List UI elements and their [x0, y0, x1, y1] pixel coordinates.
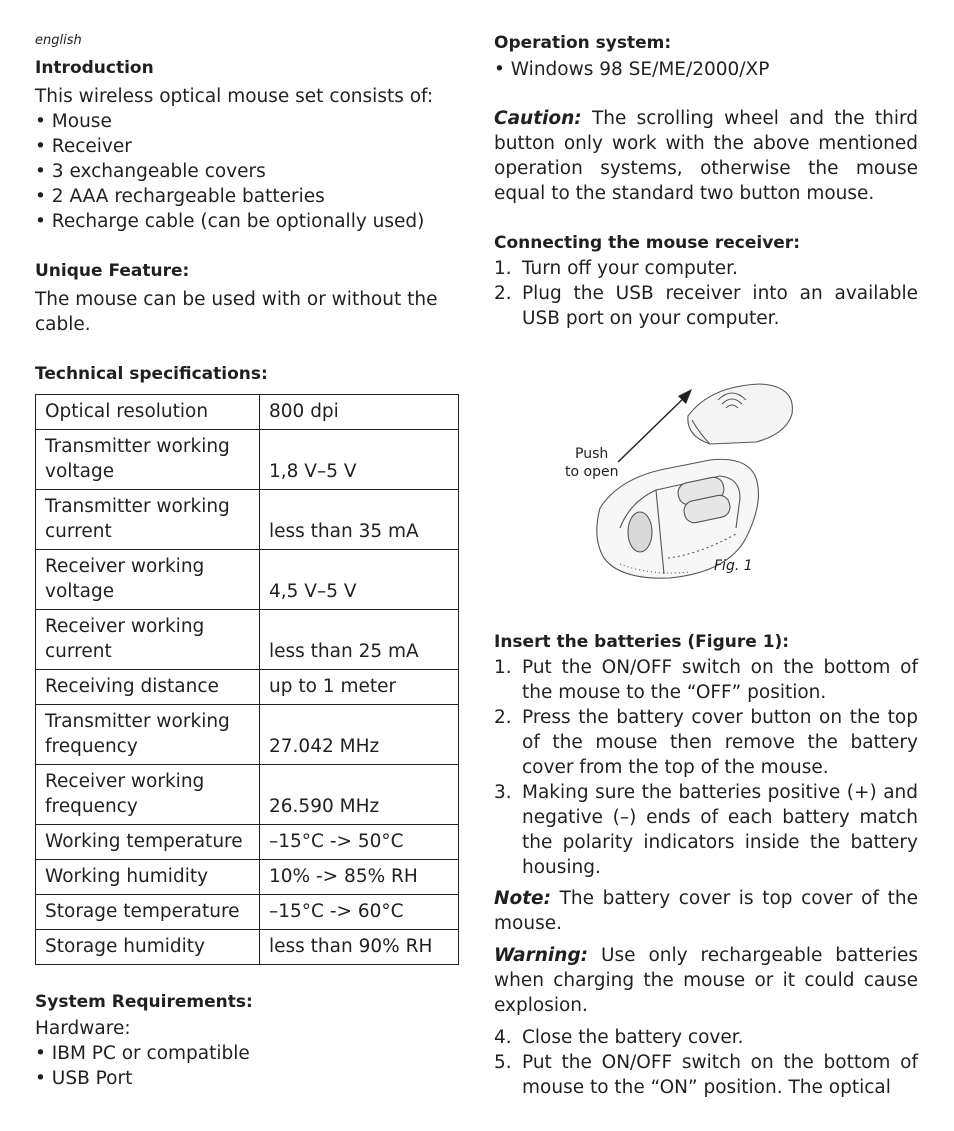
list-item	[494, 1050, 918, 1100]
list-item	[494, 1025, 918, 1050]
insert-batteries-heading: Insert the batteries (Figure 1):	[494, 632, 790, 652]
spec-value: less than 35 mA	[260, 490, 459, 550]
spec-label: Receiver working current	[36, 610, 260, 670]
warning-text: Use only rechargeable batteries when charging the mouse or it could cause explosion.	[494, 945, 918, 1016]
table-row	[36, 930, 459, 965]
mouse-illustration	[560, 378, 820, 588]
step-number: 2.	[494, 283, 512, 304]
list-item: • IBM PC or compatible	[35, 1041, 250, 1066]
introduction-list	[35, 109, 424, 234]
list-item: • 2 AAA rechargeable batteries	[35, 184, 424, 209]
spec-label: Working temperature	[36, 825, 260, 860]
note-label: Note:	[494, 888, 551, 909]
language-label: english	[35, 33, 82, 48]
table-row	[36, 610, 459, 670]
spec-label: Receiving distance	[36, 670, 260, 705]
introduction-heading: Introduction	[35, 58, 154, 78]
figure-caption: Fig. 1	[714, 558, 753, 574]
hardware-label: Hardware:	[35, 1018, 131, 1039]
operation-system-heading: Operation system:	[494, 33, 672, 53]
insert-batteries-steps-continued	[494, 1025, 918, 1100]
spec-value: –15°C -> 50°C	[260, 825, 459, 860]
spec-label: Receiver working voltage	[36, 550, 260, 610]
table-row	[36, 860, 459, 895]
spec-value: less than 90% RH	[260, 930, 459, 965]
caution-paragraph	[494, 106, 918, 206]
step-text: Put the ON/OFF switch on the bottom of mouse to the “ON” position. The optical	[522, 1052, 918, 1098]
spec-label: Transmitter working current	[36, 490, 260, 550]
spec-label: Storage temperature	[36, 895, 260, 930]
caution-label: Caution:	[494, 108, 582, 129]
table-row	[36, 765, 459, 825]
caution-text: The scrolling wheel and the third button only work with the above mentioned operation systems, otherwise the mouse equal to the standard two button mouse.	[494, 108, 918, 204]
step-text: Put the ON/OFF switch on the bottom of the mouse to the “OFF” position.	[522, 657, 918, 703]
spec-value: 4,5 V–5 V	[260, 550, 459, 610]
spec-label: Receiver working frequency	[36, 765, 260, 825]
warning-paragraph	[494, 943, 918, 1018]
list-item: • Mouse	[35, 109, 424, 134]
list-item	[494, 256, 918, 281]
spec-label: Optical resolution	[36, 395, 260, 430]
table-row	[36, 705, 459, 765]
step-number: 3.	[494, 782, 512, 803]
spec-value: 800 dpi	[260, 395, 459, 430]
operation-system-list	[494, 57, 769, 82]
list-item	[494, 281, 918, 331]
step-text: Press the battery cover button on the top of the mouse then remove the battery cover from the top of the mouse.	[522, 707, 918, 778]
list-item: • Receiver	[35, 134, 424, 159]
connecting-heading: Connecting the mouse receiver:	[494, 233, 800, 253]
push-label: Push	[575, 446, 609, 462]
spec-value: up to 1 meter	[260, 670, 459, 705]
list-item: • 3 exchangeable covers	[35, 159, 424, 184]
step-text: Close the battery cover.	[522, 1027, 744, 1048]
list-item: • Windows 98 SE/ME/2000/XP	[494, 57, 769, 82]
list-item	[494, 655, 918, 705]
table-row	[36, 430, 459, 490]
system-requirements-heading: System Requirements:	[35, 992, 253, 1012]
table-row	[36, 670, 459, 705]
warning-label: Warning:	[494, 945, 589, 966]
table-row	[36, 550, 459, 610]
table-row	[36, 895, 459, 930]
note-text: The battery cover is top cover of the mouse.	[494, 888, 918, 934]
spec-label: Storage humidity	[36, 930, 260, 965]
hardware-list	[35, 1041, 250, 1091]
spec-value: 10% -> 85% RH	[260, 860, 459, 895]
open-mouse-icon	[560, 378, 820, 588]
tech-specs-heading: Technical specifications:	[35, 364, 268, 384]
table-row	[36, 490, 459, 550]
step-text: Plug the USB receiver into an available USB port on your computer.	[522, 283, 918, 329]
table-row	[36, 395, 459, 430]
to-open-label: to open	[565, 464, 619, 480]
spec-value: 1,8 V–5 V	[260, 430, 459, 490]
step-number: 1.	[494, 258, 512, 279]
spec-value: –15°C -> 60°C	[260, 895, 459, 930]
introduction-lead: This wireless optical mouse set consists of:	[35, 86, 434, 107]
spec-label: Transmitter working voltage	[36, 430, 260, 490]
insert-batteries-steps	[494, 655, 918, 880]
table-row	[36, 825, 459, 860]
step-number: 5.	[494, 1052, 512, 1073]
spec-value: 27.042 MHz	[260, 705, 459, 765]
spec-label: Transmitter working frequency	[36, 705, 260, 765]
spec-label: Working humidity	[36, 860, 260, 895]
list-item: • Recharge cable (can be optionally used)	[35, 209, 424, 234]
unique-feature-heading: Unique Feature:	[35, 261, 190, 281]
spec-value: less than 25 mA	[260, 610, 459, 670]
connecting-steps	[494, 256, 918, 331]
list-item	[494, 780, 918, 880]
step-text: Making sure the batteries positive (+) and negative (–) ends of each battery match the polarity indicators inside the battery housing.	[522, 782, 918, 878]
list-item	[494, 705, 918, 780]
spec-value: 26.590 MHz	[260, 765, 459, 825]
unique-feature-text: The mouse can be used with or without the cable.	[35, 289, 438, 335]
tech-specs-table	[35, 394, 459, 965]
step-number: 2.	[494, 707, 512, 728]
step-text: Turn off your computer.	[522, 258, 738, 279]
note-paragraph	[494, 886, 918, 936]
step-number: 1.	[494, 657, 512, 678]
step-number: 4.	[494, 1027, 512, 1048]
list-item: • USB Port	[35, 1066, 250, 1091]
